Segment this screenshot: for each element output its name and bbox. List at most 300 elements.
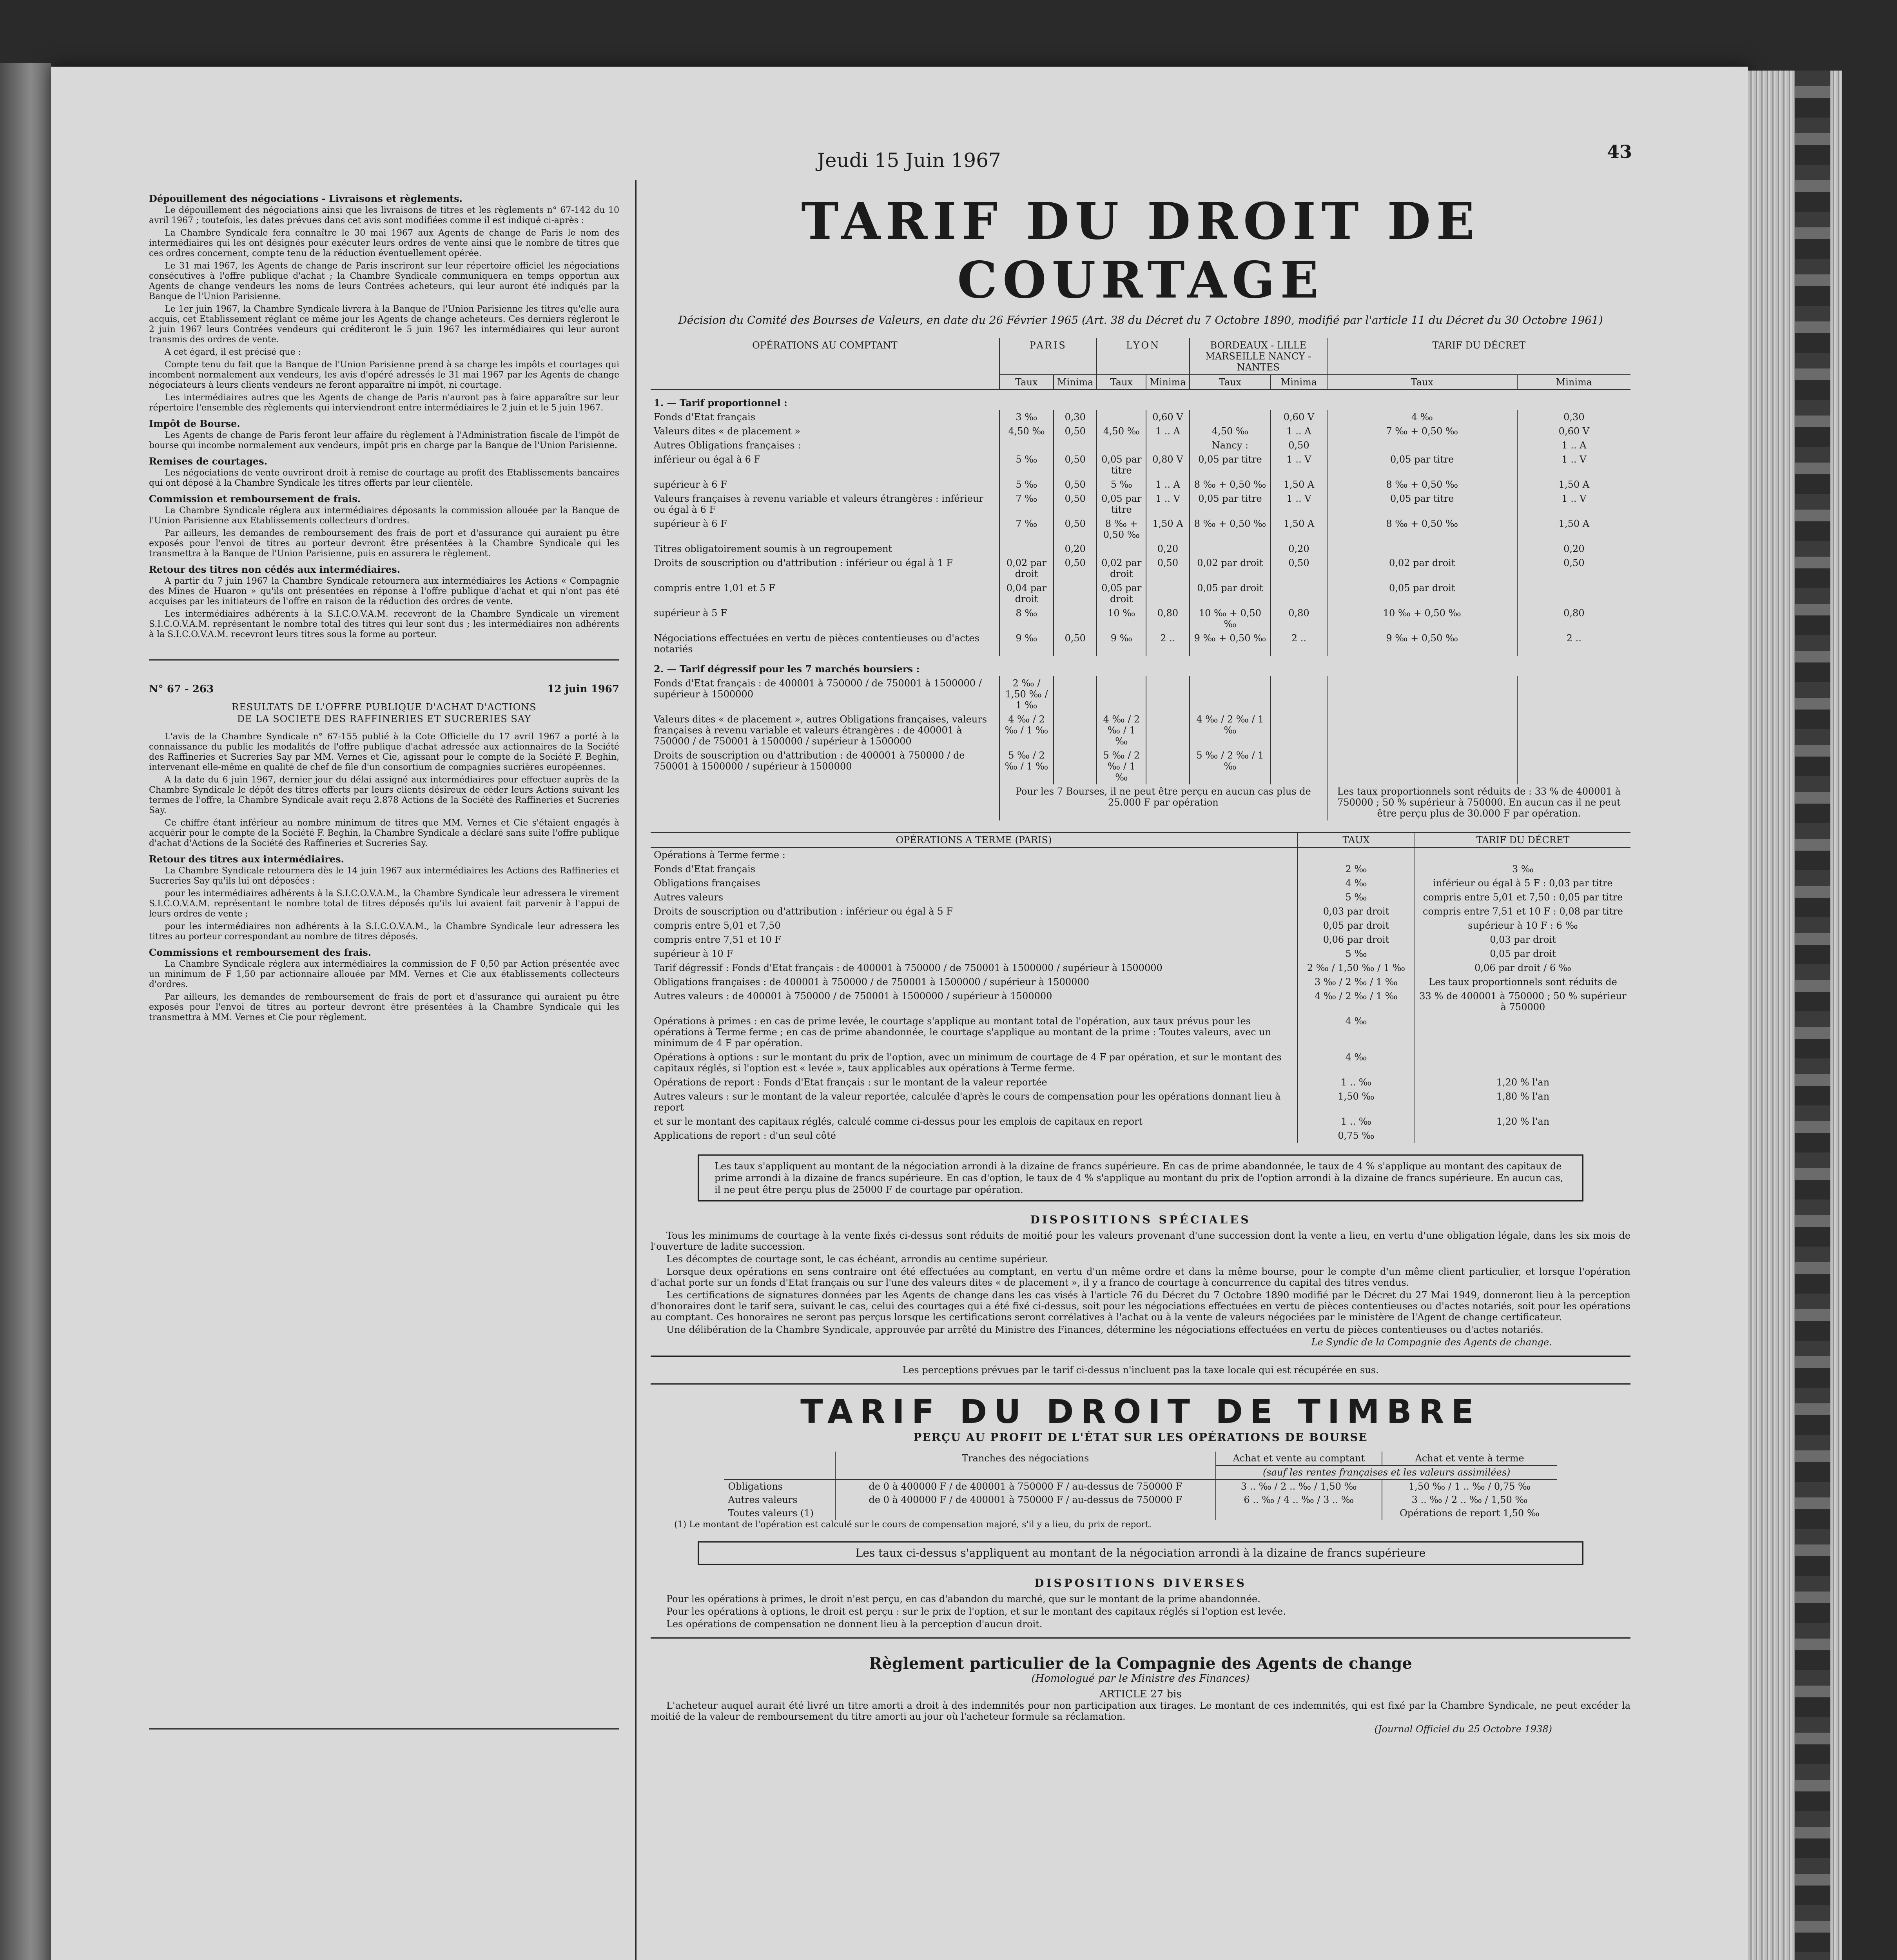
paragraph: Compte tenu du fait que la Banque de l'Union Parisienne prend à sa charge les impôts et courtages qui incombent normalement aux vendeurs, les avis d'opéré adressés le 31 mai 1967 par les Agents de change négociateurs à leurs clients vendeurs ne feront apparaître ni impôt, ni courtage. [149,360,619,390]
courtage-row [651,748,1630,784]
cell-pm: 0,50 [1054,477,1097,492]
col-tranches: Tranches des négociations [835,1452,1216,1479]
cell-dm [1517,676,1630,712]
col-paris: PARIS [999,338,1097,375]
cell-b: 4 ‰ / 2 ‰ / 1 ‰ [1190,712,1271,748]
facing-page-edge [0,63,51,1960]
cell-terme: Opérations de report 1,50 ‰ [1382,1506,1557,1520]
terme-row [651,1129,1630,1143]
cell-comptant [1216,1506,1382,1520]
row-label: Droits de souscription ou d'attribution : de 400001 à 750000 / de 750001 à 1500000 / supérieur à 1500000 [654,750,965,772]
paragraph: Pour les opérations à options, le droit est perçu : sur le prix de l'option, et sur le montant des capitaux réglés si l'option est levée. [666,1606,1286,1617]
cell-decret: 33 % de 400001 à 750000 ; 50 % supérieur à 750000 [1415,989,1630,1014]
courtage-row [651,424,1630,438]
paragraph: A partir du 7 juin 1967 la Chambre Syndicale retournera aux intermédiaires les Actions « Compagnie des Mines de Huaron » qu'ils ont présentées en réponse à l'offre publique d'achat et qui n'ont pas été acquises par les initiateurs de l'offre en raison de la réduction des ordres de vente. [149,576,619,606]
terme-row [651,1089,1630,1114]
paragraph: L'avis de la Chambre Syndicale n° 67-155 publié à la Cote Officielle du 17 avril 1967 a porté à la connaissance du public les modalités de l'offre publique d'achat adressée aux actionnaires de la Société des Raffineries et Sucreries Say par MM. Vernes et Cie, agissant pour le compte de la Société F. Beghin, intervenant elle-même en qualité de chef de file d'un consortium de compagnies sucrières européennes. [149,732,619,772]
cell-bm: 1,50 A [1271,477,1327,492]
section-heading: Dépouillement des négociations - Livraisons et règlements. [149,193,462,204]
terme-row [651,862,1630,876]
courtage-row [651,542,1630,556]
cell-p: 7 ‰ [999,517,1054,542]
col-minima: Minima [1517,375,1630,390]
cell-b: 10 ‰ + 0,50 ‰ [1190,606,1271,631]
cell-decret [1415,848,1630,862]
cell-p: 0,02 par droit [999,556,1054,581]
cell-dm: 0,30 [1517,410,1630,424]
timbre-subtitle: PERÇU AU PROFIT DE L'ÉTAT SUR LES OPÉRATIONS DE BOURSE [913,1431,1368,1444]
op: Opérations à options : sur le montant du prix de l'option, avec un minimum de courtage de 4 F par opération, et sur le montant des capitaux réglés, si l'option est « levée », taux applicables aux opérations à Terme ferme. [654,1052,1282,1074]
paragraph: Les Agents de change de Paris feront leur affaire du règlement à l'Administration fiscale de l'impôt de bourse qui incombe normalement aux vendeurs, impôt pris en charge par la Banque de l'Union Parisienne. [149,430,619,450]
paragraph: A la date du 6 juin 1967, dernier jour du délai assigné aux intermédiaires pour effectuer auprès de la Chambre Syndicale le dépôt des titres offerts par leurs clients désireux de céder leurs Actions suivant les termes de l'offre, la Chambre Syndicale avait reçu 2.878 Actions de la Société des Raffineries et Sucreries Say. [149,775,619,815]
cell-taux: 1,50 ‰ [1297,1089,1415,1114]
cell-pm: 0,20 [1054,542,1097,556]
paragraph: La Chambre Syndicale réglera aux intermédiaires déposants la commission allouée par la Banque de l'Union Parisienne aux Etablissements collecteurs d'ordres. [149,506,619,526]
op: Fonds d'Etat français [654,864,756,875]
row-label: Titres obligatoirement soumis à un regroupement [654,543,892,554]
cell-p: 7 ‰ [999,492,1054,517]
notice-title: DE LA SOCIETE DES RAFFINERIES ET SUCRERIES SAY [237,713,531,724]
cell-pm: 0,50 [1054,556,1097,581]
cell-dm: 1 .. V [1517,452,1630,477]
cell-taux [1297,848,1415,862]
cell-p: 5 ‰ [999,477,1054,492]
cell-p: 5 ‰ [999,452,1054,477]
row-label: supérieur à 6 F [654,479,727,490]
courtage-row [651,438,1630,452]
cell-p: 8 ‰ [999,606,1054,631]
reglement-subtitle: (Homologué par le Ministre des Finances) [1031,1673,1250,1684]
row-label: Obligations [728,1481,783,1492]
cell-bm: 0,80 [1271,606,1327,631]
cell-l: 5 ‰ [1097,477,1146,492]
cell-taux: 0,05 par droit [1297,918,1415,933]
right-column [651,180,1630,1735]
courtage-row [651,517,1630,542]
paragraph: Les opérations de compensation ne donnent lieu à la perception d'aucun droit. [666,1619,1043,1630]
cell-l: 10 ‰ [1097,606,1146,631]
terme-row [651,1014,1630,1050]
terme-row [651,890,1630,904]
col-taux: Taux [1097,375,1146,390]
cell-bm: 1 .. V [1271,452,1327,477]
cell-b: 0,02 par droit [1190,556,1271,581]
col-minima: Minima [1146,375,1189,390]
page-date: Jeudi 15 Juin 1967 [817,149,1001,172]
col-lyon: LYON [1097,338,1189,375]
paragraph: Les négociations de vente ouvriront droit à remise de courtage au profit des Etablissements bancaires qui ont déposé à la Chambre Syndicale les titres offerts par leur clientèle. [149,468,619,488]
op: Autres valeurs : de 400001 à 750000 / de 750001 à 1500000 / supérieur à 1500000 [654,991,1052,1002]
decret-note: Les taux proportionnels sont réduits de : 33 % de 400001 à 750000 ; 50 % supérieur à 750000. En aucun cas il ne peut être perçu plus de 30.000 F par opération. [1327,784,1630,820]
cell-pm [1054,676,1097,712]
cell-decret: inférieur ou égal à 5 F : 0,03 par titre [1415,876,1630,890]
cell-taux: 0,75 ‰ [1297,1129,1415,1143]
row-label: Fonds d'Etat français : de 400001 à 750000 / de 750001 à 1500000 / supérieur à 1500000 [654,678,982,700]
cell-pm: 0,30 [1054,410,1097,424]
cell-lm [1146,581,1189,606]
cell-l: 9 ‰ [1097,631,1146,656]
row-label: compris entre 1,01 et 5 F [654,583,775,593]
cell-b: 4,50 ‰ [1190,424,1271,438]
horizontal-rule [149,659,619,661]
cell-l: 4 ‰ / 2 ‰ / 1 ‰ [1097,712,1146,748]
paragraph: La Chambre Syndicale fera connaître le 30 mai 1967 aux Agents de change de Paris le nom des intermédiaires qui les ont désignés pour exécuter leurs ordres de vente ainsi que le nombre de titres que ces ordres concernent, compte tenu de la réduction éventuellement opérée. [149,228,619,258]
paragraph: Ce chiffre étant inférieur au nombre minimum de titres que MM. Vernes et Cie s'étaient engagés à acquérir pour le compte de la Société F. Beghin, la Chambre Syndicale a déclaré sans suite l'offre publique d'achat d'Actions de la Société des Raffineries et Sucreries Say. [149,818,619,848]
cell-pm [1054,606,1097,631]
paragraph: L'acheteur auquel aurait été livré un titre amorti a droit à des indemnités pour non participation aux tirages. Le montant de ces indemnités, qui est fixé par la Chambre Syndicale, ne peut excéder la moitié de la valeur de remboursement du titre amorti au jour où l'acheteur formule sa réclamation. [651,1700,1630,1722]
paragraph: Les certifications de signatures données par les Agents de change dans les cas visés à l'article 76 du Décret du 7 Octobre 1890 modifié par le Décret du 27 Mai 1949, donneront lieu à la perception d'honoraires dont le tarif sera, suivant le cas, celui des courtages qui a été fixé ci-dessus, soit pour les négociations effectuées en vertu de pièces contentieuses ou d'actes notariés, soit pour les opérations au comptant. Ces honoraires ne seront pas perçus lorsque les certifications seront corrélatives à l'achat ou à la vente de valeurs négociées par le ministère de l'Agent de change certificateur. [651,1290,1630,1323]
page-number: 43 [1607,141,1632,162]
cell-l: 0,05 par titre [1097,492,1146,517]
cell-bm [1271,712,1327,748]
courtage-row [651,676,1630,712]
col-comptant: Achat et vente au comptant [1216,1452,1382,1465]
cell-bm: 0,60 V [1271,410,1327,424]
terme-row [651,989,1630,1014]
cell-dm [1517,712,1630,748]
paragraph: A cet égard, il est précisé que : [165,347,301,357]
cell-lm: 0,60 V [1146,410,1189,424]
cell-taux: 4 ‰ [1297,876,1415,890]
row-label: Autres valeurs [728,1494,798,1505]
op: supérieur à 10 F [654,948,733,959]
terme-row [651,848,1630,862]
cell-taux: 0,06 par droit [1297,933,1415,947]
op: Droits de souscription ou d'attribution : inférieur ou égal à 5 F [654,906,953,917]
cell-d: 4 ‰ [1327,410,1517,424]
op: compris entre 5,01 et 7,50 [654,920,781,931]
cell-p [999,542,1054,556]
col-terme: Achat et vente à terme [1382,1452,1557,1465]
paragraph: Par ailleurs, les demandes de remboursement des frais de port et d'assurance qui auraient pu être exposés pour l'envoi de titres au porteur devront être présentées à la Chambre Syndicale qui les transmettra à la Banque de l'Union Parisienne, puis en assurera le règlement. [149,528,619,559]
timbre-row [724,1493,1557,1506]
timbre-box: Les taux ci-dessus s'appliquent au montant de la négociation arrondi à la dizaine de francs supérieure [698,1541,1583,1565]
signature-line: Le Syndic de la Compagnie des Agents de change. [1311,1337,1552,1348]
cell-decret: 1,20 % l'an [1415,1075,1630,1089]
paragraph: Une délibération de la Chambre Syndicale, approuvée par arrêté du Ministre des Finances, détermine les négociations effectuées en vertu de pièces contentieuses ou d'actes notariés. [666,1324,1543,1335]
courtage-row [651,712,1630,748]
notice-number: N° 67 - 263 [149,683,214,695]
cell-decret [1415,1129,1630,1143]
section-heading: Impôt de Bourse. [149,418,240,429]
terme-row [651,904,1630,918]
op: Opérations de report : Fonds d'Etat français : sur le montant de la valeur reportée [654,1077,1047,1088]
courtage-note: Pour les 7 Bourses, il ne peut être perçu en aucun cas plus de 25.000 F par opération [999,784,1327,820]
cell-taux: 5 ‰ [1297,947,1415,961]
courtage-subtitle: Décision du Comité des Bourses de Valeurs, en date du 26 Février 1965 (Art. 38 du Décret du 7 Octobre 1890, modifié par l'article 11 du Décret du 30 Octobre 1961) [678,314,1603,327]
reglement-text [651,1700,1630,1735]
paragraph: pour les intermédiaires adhérents à la S.I.C.O.V.A.M., la Chambre Syndicale leur adressera le virement S.I.C.O.V.A.M. représentant le nombre total de titres déposés qu'ils lui avaient fait parvenir à l'appui de leurs ordres de vente ; [149,889,619,919]
perceptions-note: Les perceptions prévues par le tarif ci-dessus n'incluent pas la taxe locale qui est récupérée en sus. [902,1365,1379,1376]
cell-bm [1271,581,1327,606]
cell-b: 0,05 par titre [1190,452,1271,477]
courtage-table [651,338,1630,820]
cell-dm: 0,20 [1517,542,1630,556]
cell-lm: 2 .. [1146,631,1189,656]
cell-b [1190,542,1271,556]
cell-pm: 0,50 [1054,492,1097,517]
cell-decret: 1,80 % l'an [1415,1089,1630,1114]
cell-l: 8 ‰ + 0,50 ‰ [1097,517,1146,542]
notice-header [149,684,619,694]
cell-pm [1054,581,1097,606]
timbre-table [724,1452,1557,1520]
op: compris entre 7,51 et 10 F [654,934,782,945]
op: et sur le montant des capitaux réglés, calculé comme ci-dessus pour les emplois de capitaux en report [654,1116,1143,1127]
cell-taux: 3 ‰ / 2 ‰ / 1 ‰ [1297,975,1415,989]
cell-lm: 1 .. A [1146,477,1189,492]
cell-d: 7 ‰ + 0,50 ‰ [1327,424,1517,438]
cell-decret [1415,1050,1630,1075]
cell-taux: 4 ‰ / 2 ‰ / 1 ‰ [1297,989,1415,1014]
courtage-title: TARIF DU DROIT DE COURTAGE [801,192,1480,310]
marbled-edge [1795,71,1830,1960]
terme-row [651,975,1630,989]
cell-p: 5 ‰ / 2 ‰ / 1 ‰ [999,748,1054,784]
section-title: DISPOSITIONS DIVERSES [1034,1577,1247,1590]
cell-l: 4,50 ‰ [1097,424,1146,438]
cell-dm: 1 .. A [1517,438,1630,452]
terme-row [651,1075,1630,1089]
cell-dm: 0,60 V [1517,424,1630,438]
row-label: Valeurs dites « de placement » [654,426,800,437]
col-operations-terme: OPÉRATIONS A TERME (PARIS) [651,833,1297,848]
cell-dm: 2 .. [1517,631,1630,656]
cell-comptant: 3 .. ‰ / 2 .. ‰ / 1,50 ‰ [1216,1479,1382,1493]
cell-d: 9 ‰ + 0,50 ‰ [1327,631,1517,656]
row-label: inférieur ou égal à 6 F [654,454,761,465]
terme-table [651,832,1630,1143]
cell-decret [1415,1014,1630,1050]
cell-pm: 0,50 [1054,631,1097,656]
section-title: DISPOSITIONS SPÉCIALES [1030,1213,1251,1226]
row-label: supérieur à 6 F [654,518,727,529]
cell-lm [1146,748,1189,784]
row-label: Valeurs dites « de placement », autres Obligations françaises, valeurs françaises à revenu variable et valeurs étrangères : de 400001 à 750000 / de 750001 à 1500000 / supérieur à 1500000 [654,714,987,747]
cell-l: 0,02 par droit [1097,556,1146,581]
cell-dm [1517,748,1630,784]
notice-date: 12 juin 1967 [547,683,619,695]
cell-lm: 1 .. V [1146,492,1189,517]
col-decret: TARIF DU DÉCRET [1415,833,1630,848]
cell-p: 9 ‰ [999,631,1054,656]
cell-taux: 0,03 par droit [1297,904,1415,918]
terme-row [651,1114,1630,1129]
horizontal-rule [149,1728,619,1730]
cell-b: 9 ‰ + 0,50 ‰ [1190,631,1271,656]
paragraph: Par ailleurs, les demandes de remboursement de frais de port et d'assurance qui auraient pu être exposés pour l'envoi de titres au porteur devront être présentées à la Chambre Syndicale qui les transmettra à MM. Vernes et Cie pour règlement. [149,992,619,1022]
cell-taux: 4 ‰ [1297,1050,1415,1075]
cell-dm: 0,50 [1517,556,1630,581]
cell-lm: 0,80 [1146,606,1189,631]
section-heading: Remises de courtages. [149,456,268,467]
cell-d [1327,676,1517,712]
column-divider [635,180,637,1960]
cell-b: Nancy : [1190,438,1271,452]
cell-l: 5 ‰ / 2 ‰ / 1 ‰ [1097,748,1146,784]
reglement-title: Règlement particulier de la Compagnie des Agents de change [869,1654,1412,1673]
paragraph: Le dépouillement des négociations ainsi que les livraisons de titres et les règlements n° 67-142 du 10 avril 1967 ; toutefois, les dates prévues dans cet avis sont modifiées comme il est indiqué ci-après : [149,205,619,225]
cell-d: 0,02 par droit [1327,556,1517,581]
cell-d [1327,542,1517,556]
courtage-row [651,656,1630,676]
cell-dm: 1,50 A [1517,477,1630,492]
timbre-row [724,1479,1557,1493]
article-heading: ARTICLE 27 bis [1099,1688,1182,1700]
cell-l: 0,05 par titre [1097,452,1146,477]
cell-lm [1146,712,1189,748]
cell-decret: compris entre 7,51 et 10 F : 0,08 par titre [1415,904,1630,918]
notice-title: RESULTATS DE L'OFFRE PUBLIQUE D'ACHAT D'ACTIONS [232,702,537,713]
courtage-row [651,410,1630,424]
section-heading: Commission et remboursement de frais. [149,493,361,505]
op: Autres valeurs : sur le montant de la valeur reportée, calculée d'après le cours de compensation pour les opérations donnant lieu à report [654,1091,1281,1113]
cell-bm [1271,676,1327,712]
op: Opérations à Terme ferme : [654,849,785,860]
cell-terme: 1,50 ‰ / 1 .. ‰ / 0,75 ‰ [1382,1479,1557,1493]
col-decret: TARIF DU DÉCRET [1327,338,1630,375]
paragraph: La Chambre Syndicale réglera aux intermédiaires la commission de F 0,50 par Action présentée avec un minimum de F 1,50 par actionnaire allouée par MM. Vernes et Cie aux établissements collecteurs d'ordres. [149,959,619,989]
row-label: Valeurs françaises à revenu variable et valeurs étrangères : inférieur ou égal à 6 F [654,493,983,515]
paragraph: Les décomptes de courtage sont, le cas échéant, arrondis au centime supérieur. [666,1254,1048,1265]
cell-d [1327,712,1517,748]
cell-b: 0,05 par droit [1190,581,1271,606]
cell-b [1190,676,1271,712]
cell-d: 10 ‰ + 0,50 ‰ [1327,606,1517,631]
dispositions-diverses [651,1593,1630,1630]
horizontal-rule [651,1637,1630,1639]
cell-taux: 1 .. ‰ [1297,1075,1415,1089]
cell-l: 0,05 par droit [1097,581,1146,606]
col-operations: OPÉRATIONS AU COMPTANT [651,338,999,390]
cell-l [1097,542,1146,556]
terme-row [651,933,1630,947]
footnote: (1) Le montant de l'opération est calculé sur le cours de compensation majoré, s'il y a lieu, du prix de report. [674,1520,1152,1530]
cell-taux: 4 ‰ [1297,1014,1415,1050]
cell-d [1327,748,1517,784]
dispositions-speciales [651,1230,1630,1348]
col-taux: Taux [1190,375,1271,390]
cell-dm: 1,50 A [1517,517,1630,542]
cell-lm: 1,50 A [1146,517,1189,542]
cell-dm: 1 .. V [1517,492,1630,517]
timbre-title: TARIF DU DROIT DE TIMBRE [800,1392,1481,1431]
cell-p: 4 ‰ / 2 ‰ / 1 ‰ [999,712,1054,748]
cell-b [1190,410,1271,424]
cell-lm [1146,438,1189,452]
section-heading: Commissions et remboursement des frais. [149,947,372,958]
cell-bm: 0,50 [1271,438,1327,452]
section-label: 1. — Tarif proportionnel : [654,397,787,408]
cell-p: 0,04 par droit [999,581,1054,606]
row-label: supérieur à 5 F [654,608,727,619]
cell-decret: 0,05 par droit [1415,947,1630,961]
row-label: Autres Obligations françaises : [654,440,801,451]
col-minima: Minima [1054,375,1097,390]
courtage-row [651,492,1630,517]
cell-d: 0,05 par titre [1327,492,1517,517]
cell-bm: 0,20 [1271,542,1327,556]
section-heading: Retour des titres non cédés aux intermédiaires. [149,564,401,575]
cell-lm: 0,80 V [1146,452,1189,477]
left-column [149,188,619,1730]
col-taux: Taux [1327,375,1517,390]
cell-d: 0,05 par droit [1327,581,1517,606]
cell-l [1097,410,1146,424]
op: Opérations à primes : en cas de prime levée, le courtage s'applique au montant total de l'opération, aux taux prévus pour les opérations à Terme ferme ; en cas de prime abandonnée, le courtage s'applique au montant de la prime : Toutes valeurs, avec un minimum de 4 F par opération. [654,1016,1271,1049]
op: Autres valeurs [654,892,724,903]
paragraph: Tous les minimums de courtage à la vente fixés ci-dessus sont réduits de moitié pour les valeurs provenant d'une succession dont la vente a lieu, en vertu d'une obligation légale, dans les six mois de l'ouverture de ladite succession. [651,1230,1630,1252]
cell-p [999,438,1054,452]
cell-b: 5 ‰ / 2 ‰ / 1 ‰ [1190,748,1271,784]
section-label: 2. — Tarif dégressif pour les 7 marchés boursiers : [654,663,920,675]
terme-row [651,947,1630,961]
cell-bm: 0,50 [1271,556,1327,581]
cell-decret: compris entre 5,01 et 7,50 : 0,05 par titre [1415,890,1630,904]
cell-taux: 2 ‰ / 1,50 ‰ / 1 ‰ [1297,961,1415,975]
cell-comptant: 6 .. ‰ / 4 .. ‰ / 3 .. ‰ [1216,1493,1382,1506]
cell-decret: Les taux proportionnels sont réduits de [1415,975,1630,989]
cell-tranches: de 0 à 400000 F / de 400001 à 750000 F / au-dessus de 750000 F [835,1479,1216,1493]
col-minima: Minima [1271,375,1327,390]
terme-row [651,961,1630,975]
courtage-row [651,556,1630,581]
paragraph: Les intermédiaires autres que les Agents de change de Paris n'auront pas à faire apparaître sur leur répertoire l'ensemble des règlements qui interviendront entre intermédiaires le 2 juin et le 5 juin 1967. [149,393,619,413]
cell-bm: 1,50 A [1271,517,1327,542]
cell-l [1097,676,1146,712]
book-page-edges [1748,71,1842,1960]
paragraph: Le 1er juin 1967, la Chambre Syndicale livrera à la Banque de l'Union Parisienne les titres qu'elle aura acquis, cet Etablissement réglant ce même jour les Agents de change acheteurs. Ces derniers régleront le 2 juin 1967 leurs Contrées vendeurs qui créditeront le 5 juin 1967 les intermédiaires qui leur auront transmis des ordres de vente. [149,304,619,345]
op: Obligations françaises [654,878,760,889]
timbre-row [724,1506,1557,1520]
cell-dm: 0,80 [1517,606,1630,631]
cell-b: 8 ‰ + 0,50 ‰ [1190,517,1271,542]
cell-d: 8 ‰ + 0,50 ‰ [1327,477,1517,492]
col-taux: TAUX [1297,833,1415,848]
cell-tranches: de 0 à 400000 F / de 400001 à 750000 F / au-dessus de 750000 F [835,1493,1216,1506]
cell-pm: 0,50 [1054,517,1097,542]
terme-row [651,918,1630,933]
cell-bm: 1 .. V [1271,492,1327,517]
row-label: Fonds d'Etat français [654,412,756,423]
cell-dm [1517,581,1630,606]
cell-pm: 0,50 [1054,452,1097,477]
cell-d: 0,05 par titre [1327,452,1517,477]
courtage-row [651,452,1630,477]
cell-p: 3 ‰ [999,410,1054,424]
cell-lm [1146,676,1189,712]
cell-p: 2 ‰ / 1,50 ‰ / 1 ‰ [999,676,1054,712]
paragraph: La Chambre Syndicale retournera dès le 14 juin 1967 aux intermédiaires les Actions des Raffineries et Sucreries Say qu'ils lui ont déposées : [149,866,619,886]
paragraph: pour les intermédiaires non adhérents à la S.I.C.O.V.A.M., la Chambre Syndicale leur adressera les titres au porteur correspondant au nombre de titres déposés. [149,922,619,942]
paragraph: Lorsque deux opérations en sens contraire ont été effectuées au comptant, en vertu d'un même ordre et dans la même bourse, pour le compte d'un même client particulier, et lorsque l'opération d'achat porte sur un fonds d'Etat français ou sur l'une des valeurs dites « de placement », il y a franco de courtage à concurrence du capital des titres vendus. [651,1266,1630,1288]
cell-pm [1054,712,1097,748]
cell-b: 8 ‰ + 0,50 ‰ [1190,477,1271,492]
op: Applications de report : d'un seul côté [654,1130,836,1141]
cell-taux: 1 .. ‰ [1297,1114,1415,1129]
cell-decret: supérieur à 10 F : 6 ‰ [1415,918,1630,933]
cell-decret: 3 ‰ [1415,862,1630,876]
courtage-row [651,390,1630,410]
cell-d: 8 ‰ + 0,50 ‰ [1327,517,1517,542]
notice-box: Les taux s'appliquent au montant de la négociation arrondi à la dizaine de francs supérieure. En cas de prime abandonnée, le taux de 4 % s'applique au montant des capitaux de prime arrondi à la dizaine de francs supérieure. En cas d'option, le taux de 4 % s'applique au montant du prix de l'option arrondi à la dizaine de francs supérieure. En aucun cas, il ne peut être perçu plus de 25000 F de courtage par opération. [698,1154,1583,1201]
cell-b: 0,05 par titre [1190,492,1271,517]
col-bordeaux: BORDEAUX - LILLE MARSEILLE NANCY - NANTES [1190,338,1327,375]
courtage-row [651,606,1630,631]
terme-row [651,876,1630,890]
cell-lm: 1 .. A [1146,424,1189,438]
row-label: Négociations effectuées en vertu de pièces contentieuses ou d'actes notariés [654,633,979,655]
